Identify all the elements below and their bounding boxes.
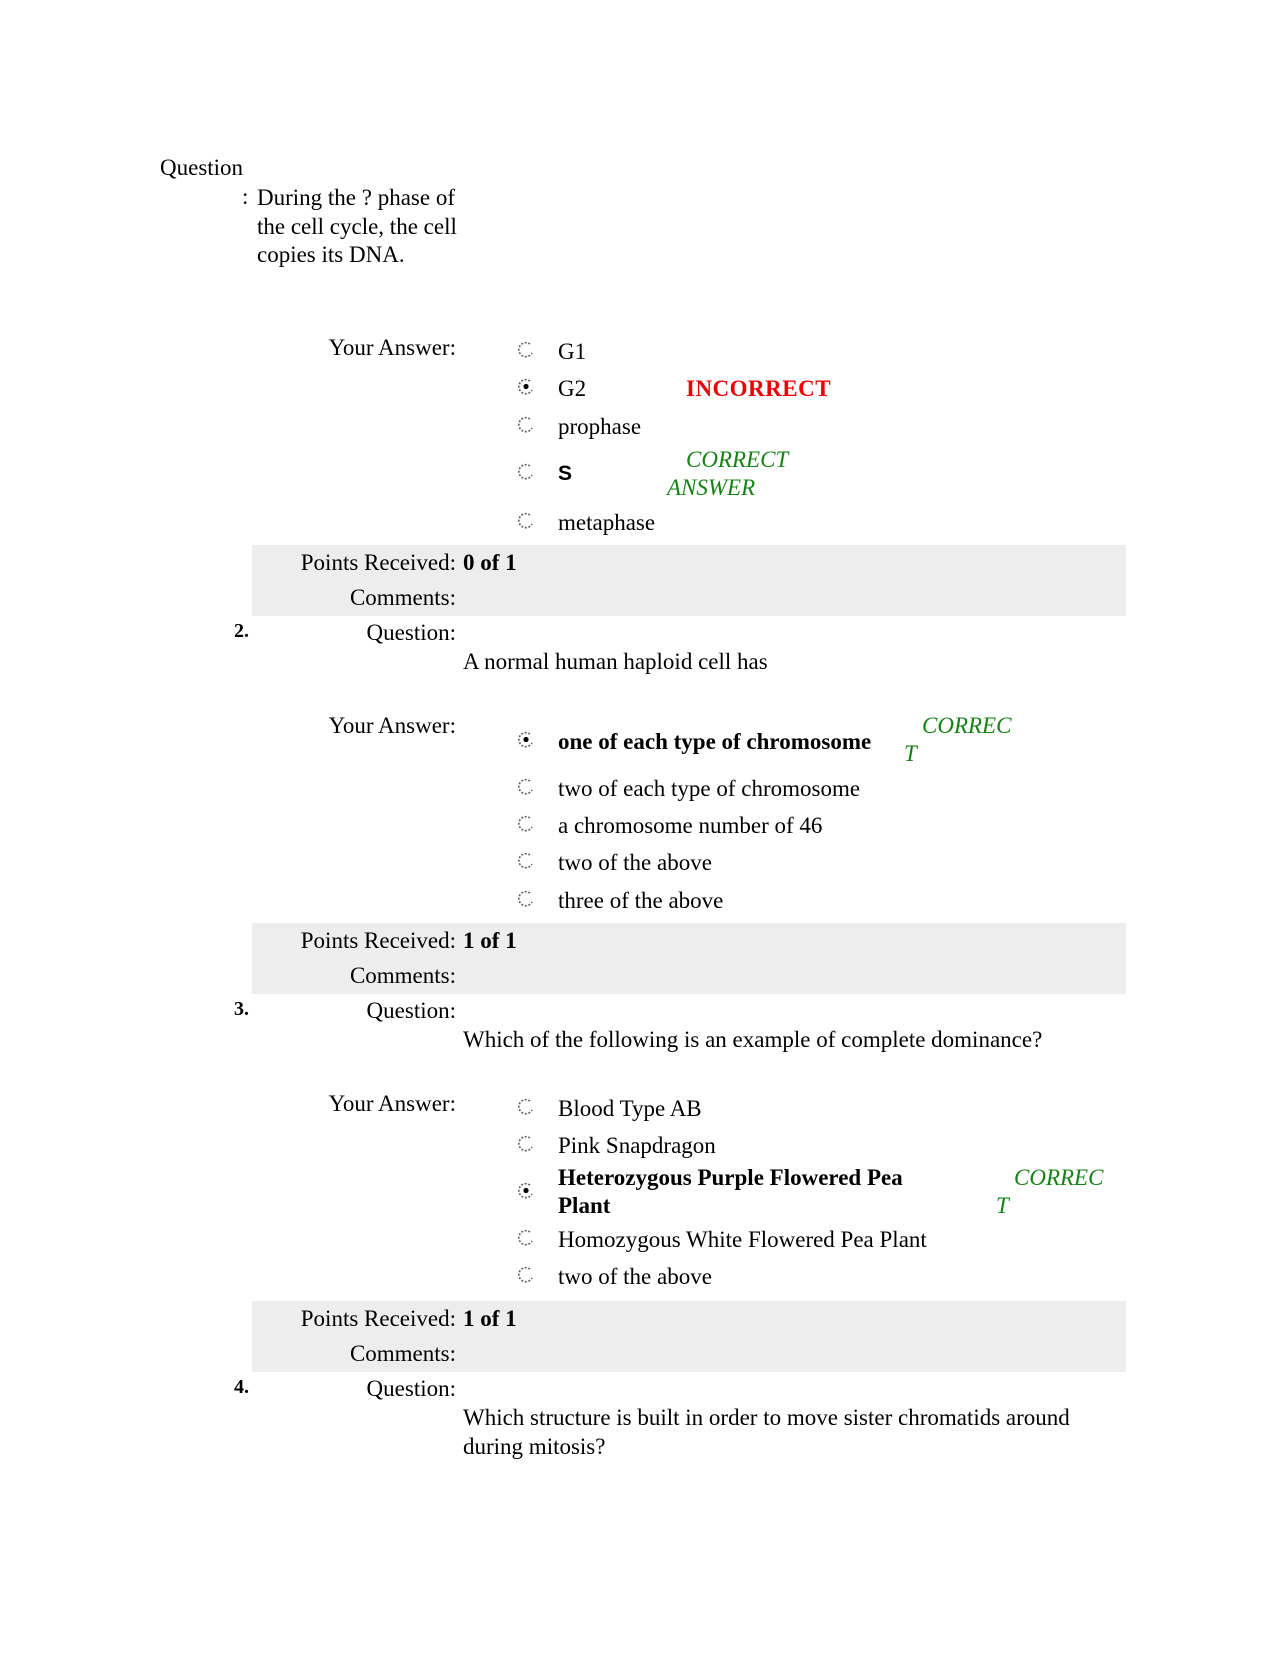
your-answer-label: Your Answer: [328, 335, 456, 360]
radio-option-prophase[interactable] [518, 416, 535, 433]
option-label: G2 [558, 376, 587, 401]
radio-option-selected[interactable] [518, 731, 535, 748]
points-label: Points Received: [300, 550, 456, 575]
question-label: Question: [366, 1376, 456, 1401]
radio-option[interactable] [518, 852, 535, 869]
correct-answer-mark-line2: ANSWER [667, 475, 756, 500]
points-label: Points Received: [300, 1306, 456, 1331]
question-text: Which structure is built in order to move sister chromatids around [463, 1405, 1070, 1430]
incorrect-mark: INCORRECT [686, 376, 832, 401]
radio-option[interactable] [518, 1266, 535, 1283]
comments-label: Comments: [349, 1341, 456, 1366]
option-label-correct: S [558, 462, 573, 485]
question-colon: : [242, 184, 249, 209]
radio-option-g1[interactable] [518, 341, 535, 358]
points-value: 0 of 1 [463, 550, 517, 575]
option-label: two of the above [558, 1264, 712, 1289]
option-label: two of each type of chromosome [558, 776, 861, 801]
radio-option-selected[interactable] [518, 1182, 535, 1199]
radio-option[interactable] [518, 1135, 535, 1152]
question-number: 3. [234, 998, 249, 1020]
points-value: 1 of 1 [463, 1306, 517, 1331]
points-value: 1 of 1 [463, 928, 517, 953]
comments-label: Comments: [349, 963, 456, 988]
radio-option[interactable] [518, 1229, 535, 1246]
option-label: Blood Type AB [558, 1096, 702, 1121]
option-label-selected-line2: Plant [558, 1193, 611, 1218]
correct-mark-line2: T [996, 1193, 1009, 1218]
question-label: Question: [366, 998, 456, 1023]
correct-mark: CORREC [922, 713, 1012, 738]
option-label: metaphase [558, 510, 656, 535]
radio-option[interactable] [518, 1098, 535, 1115]
radio-option[interactable] [518, 815, 535, 832]
your-answer-label: Your Answer: [328, 1091, 456, 1116]
radio-option-g2-selected[interactable] [518, 378, 535, 395]
option-label: a chromosome number of 46 [558, 813, 823, 838]
question-text: Which of the following is an example of complete dominance? [463, 1027, 1043, 1052]
option-label: prophase [558, 414, 642, 439]
comments-label: Comments: [349, 585, 456, 610]
option-label: two of the above [558, 850, 712, 875]
question-number: 4. [234, 1376, 249, 1398]
question-text: A normal human haploid cell has [463, 649, 768, 674]
correct-mark-line2: T [904, 741, 917, 766]
question-number: 2. [234, 620, 249, 642]
option-label: Homozygous White Flowered Pea Plant [558, 1227, 927, 1252]
radio-option[interactable] [518, 778, 535, 795]
option-label: G1 [558, 339, 587, 364]
your-answer-label: Your Answer: [328, 713, 456, 738]
points-label: Points Received: [300, 928, 456, 953]
question-text: During the ? phase of the cell cycle, the cell copies its DNA. [257, 185, 457, 267]
radio-option[interactable] [518, 890, 535, 907]
correct-mark: CORREC [1014, 1165, 1104, 1190]
correct-answer-mark: CORRECT [686, 447, 789, 472]
option-label: Pink Snapdragon [558, 1133, 716, 1158]
option-label-selected: one of each type of chromosome [558, 729, 872, 754]
question-label: Question: [366, 620, 456, 645]
question-text-line2: during mitosis? [463, 1434, 606, 1459]
option-label: three of the above [558, 888, 724, 913]
radio-option-s[interactable] [518, 463, 535, 480]
radio-option-metaphase[interactable] [518, 512, 535, 529]
option-label-selected: Heterozygous Purple Flowered Pea [558, 1165, 903, 1190]
question-label: Question [160, 155, 244, 180]
